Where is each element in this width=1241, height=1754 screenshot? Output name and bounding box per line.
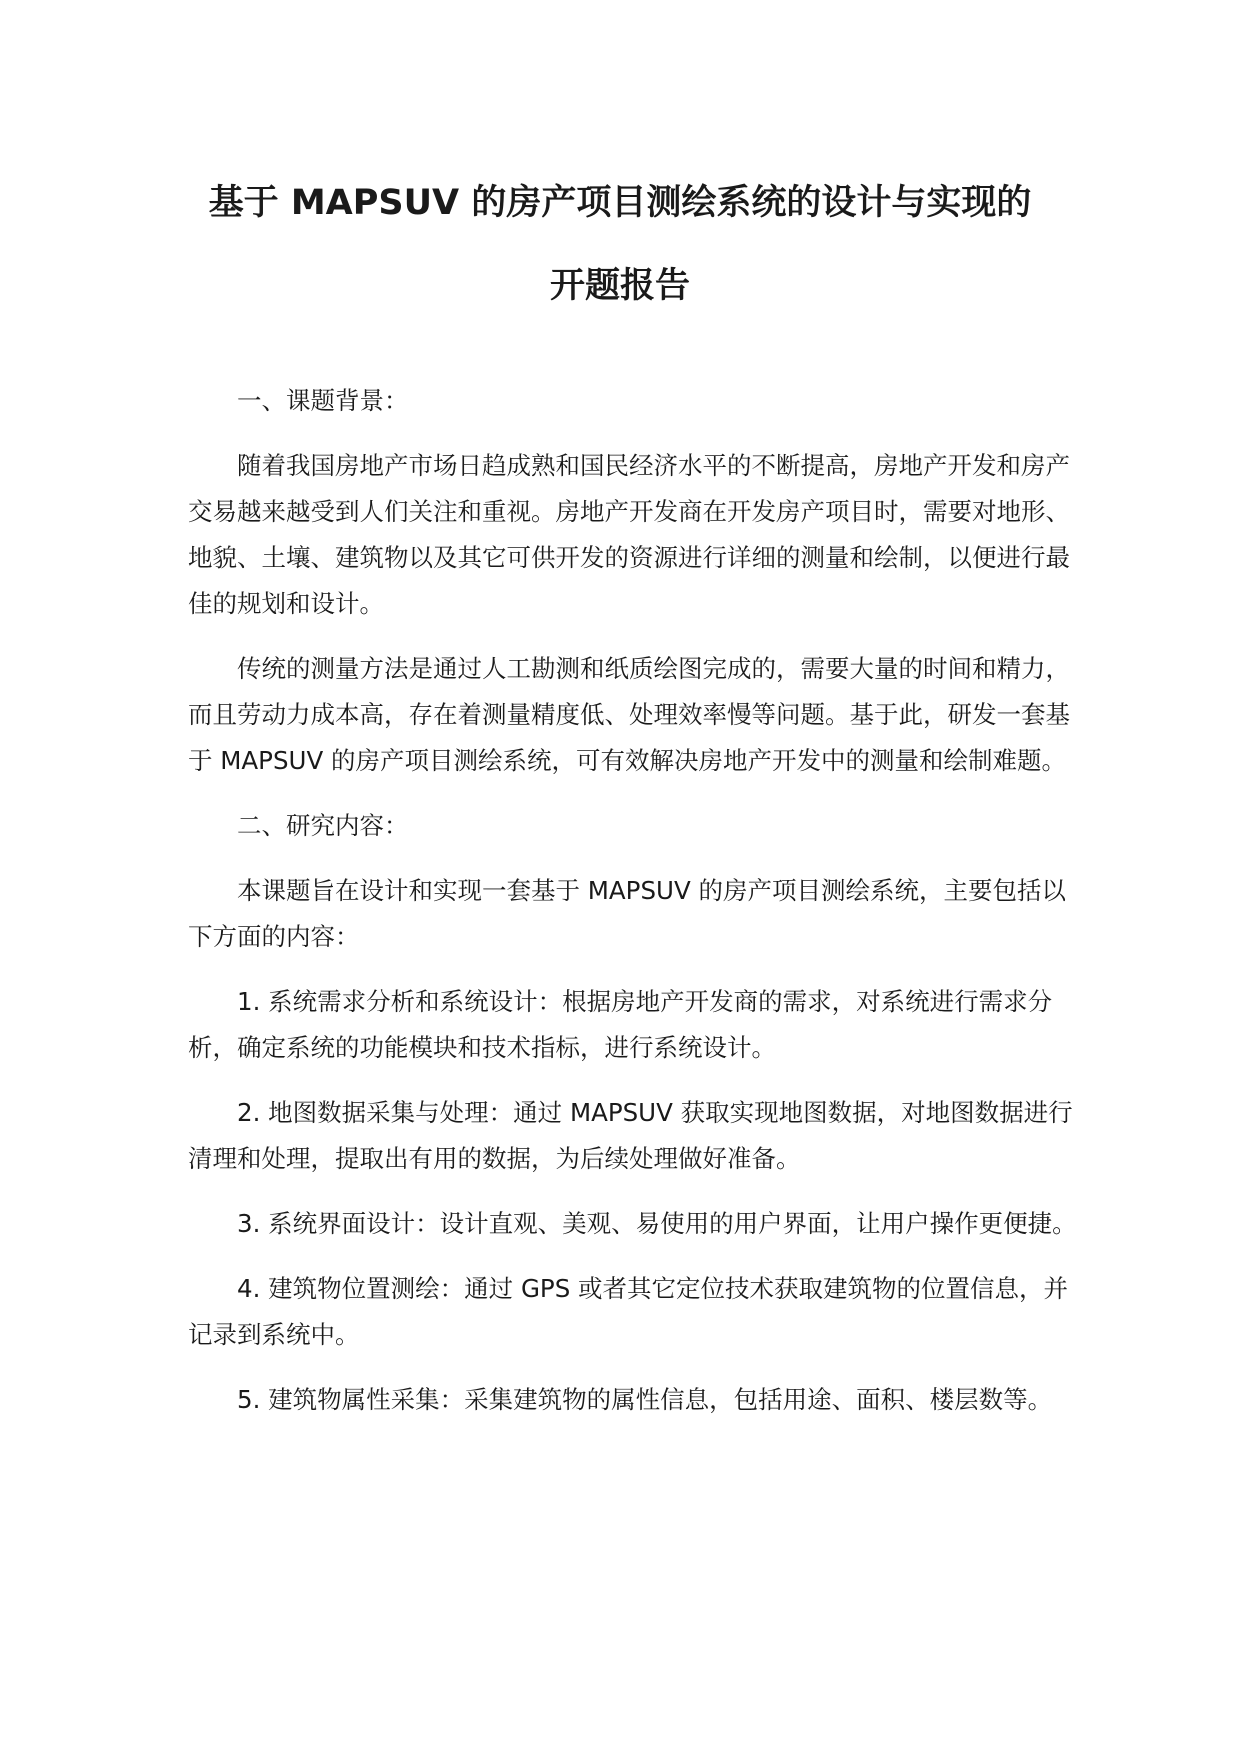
list-item: 1. 系统需求分析和系统设计：根据房地产开发商的需求，对系统进行需求分析，确定系统的功能模块和技术指标，进行系统设计。 <box>188 987 1053 1062</box>
section-heading-background: 一、课题背景： <box>237 386 409 415</box>
section-heading-research-content: 二、研究内容： <box>237 811 409 840</box>
list-item: 5. 建筑物属性采集：采集建筑物的属性信息，包括用途、面积、楼层数等。 <box>237 1385 1053 1414</box>
document-body <box>188 378 1088 1442</box>
paragraph: 本课题旨在设计和实现一套基于 MAPSUV 的房产项目测绘系统，主要包括以下方面的内容： <box>188 876 1066 951</box>
paragraph: 传统的测量方法是通过人工勘测和纸质绘图完成的，需要大量的时间和精力，而且劳动力成本高，存在着测量精度低、处理效率慢等问题。基于此，研发一套基于 MAPSUV 的房产项目测绘系统，可有效解决房地产开发中的测量和绘制难题。 <box>188 654 1070 775</box>
list-item: 4. 建筑物位置测绘：通过 GPS 或者其它定位技术获取建筑物的位置信息，并记录到系统中。 <box>188 1274 1069 1349</box>
paragraph: 随着我国房地产市场日趋成熟和国民经济水平的不断提高，房地产开发和房产交易越来越受到人们关注和重视。房地产开发商在开发房产项目时，需要对地形、地貌、土壤、建筑物以及其它可供开发的资源进行详细的测量和绘制，以便进行最佳的规划和设计。 <box>188 451 1070 618</box>
document-title-line-2: 开题报告 <box>549 266 690 306</box>
document-title-line-1: 基于 MAPSUV 的房产项目测绘系统的设计与实现的 <box>208 183 1032 223</box>
list-item: 3. 系统界面设计：设计直观、美观、易使用的用户界面，让用户操作更便捷。 <box>237 1209 1077 1238</box>
list-item: 2. 地图数据采集与处理：通过 MAPSUV 获取实现地图数据，对地图数据进行清理和处理，提取出有用的数据，为后续处理做好准备。 <box>188 1098 1073 1173</box>
